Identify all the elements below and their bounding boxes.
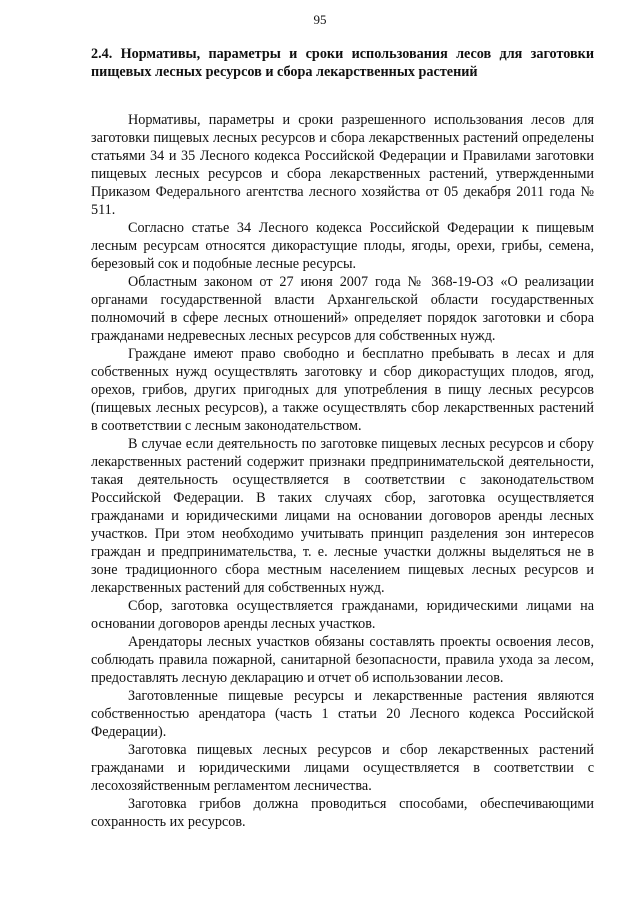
page-number: 95 <box>313 12 327 27</box>
section-heading: 2.4. Нормативы, параметры и сроки использования лесов для заготовки пищевых лесных ресурсов и сбора лекарственных растений <box>91 46 594 80</box>
paragraph: Граждане имеют право свободно и бесплатно пребывать в лесах и для собственных нужд осуществлять заготовку и сбор дикорастущих плодов, ягод, орехов, грибов, других пригодных для употребления в пищу лесных ресурсов (пищевых лесных ресурсов), а также осуществлять сбор лекарственных растений в соответствии с лесным законодательством. <box>91 346 594 434</box>
paragraph: Заготовленные пищевые ресурсы и лекарственные растения являются собственностью арендатора (часть 1 статьи 20 Лесного кодекса Российской Федерации). <box>91 688 594 740</box>
paragraph: Арендаторы лесных участков обязаны составлять проекты освоения лесов, соблюдать правила пожарной, санитарной безопасности, правила ухода за лесом, предоставлять лесную декларацию и отчет об использовании лесов. <box>91 634 594 686</box>
paragraph: Сбор, заготовка осуществляется гражданами, юридическими лицами на основании договоров аренды лесных участков. <box>91 598 594 632</box>
paragraph: Согласно статье 34 Лесного кодекса Российской Федерации к пищевым лесным ресурсам относятся дикорастущие плоды, ягоды, орехи, грибы, семена, березовый сок и подобные лесные ресурсы. <box>91 220 594 272</box>
document-body <box>91 111 594 831</box>
paragraph: Заготовка грибов должна проводиться способами, обеспечивающими сохранность их ресурсов. <box>91 796 594 830</box>
paragraph: В случае если деятельность по заготовке пищевых лесных ресурсов и сбору лекарственных растений содержит признаки предпринимательской деятельности, такая деятельность осуществляется в соответствии с законодательством Российской Федерации. В таких случаях сбор, заготовка осуществляется гражданами и юридическими лицами на основании договоров аренды лесных участков. При этом необходимо учитывать принцип разделения зон интересов граждан и предпринимательства, т. е. лесные участки должны выделяться не в зоне традиционного сбора местным населением пищевых лесных ресурсов и лекарственных растений для собственных нужд. <box>91 436 594 596</box>
paragraph: Нормативы, параметры и сроки разрешенного использования лесов для заготовки пищевых лесных ресурсов и сбора лекарственных растений определены статьями 34 и 35 Лесного кодекса Российской Федерации и Правилами заготовки пищевых лесных ресурсов и сбора лекарственных растений, утвержденными Приказом Федерального агентства лесного хозяйства от 05 декабря 2011 года № 511. <box>91 112 594 218</box>
paragraph: Областным законом от 27 июня 2007 года № 368-19-ОЗ «О реализации органами государственной власти Архангельской области государственных полномочий в сфере лесных отношений» определяет порядок заготовки и сбора гражданами недревесных лесных ресурсов для собственных нужд. <box>91 274 594 344</box>
paragraph: Заготовка пищевых лесных ресурсов и сбор лекарственных растений гражданами и юридическими лицами осуществляется в соответствии с лесохозяйственным регламентом лесничества. <box>91 742 594 794</box>
